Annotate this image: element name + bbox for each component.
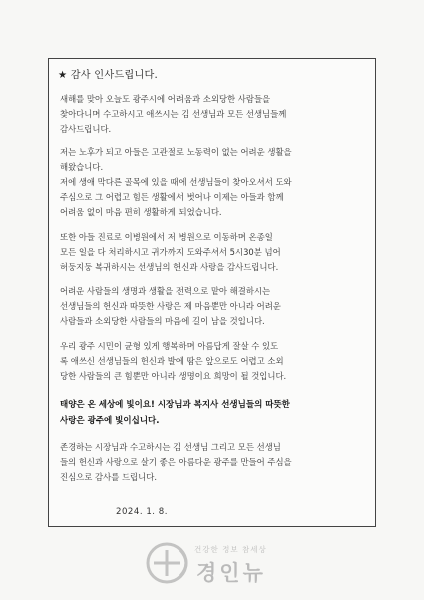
letter-heading: ★ 감사 인사드립니다.: [58, 70, 158, 81]
paragraph-hospital: [60, 230, 372, 275]
text-line: 태양은 온 세상에 빛이요! 시장님과 복지사 선생님들의 따뜻한: [60, 400, 290, 410]
text-line: 진심으로 감사를 드립니다.: [60, 472, 157, 482]
paragraph-sunlight: [60, 398, 372, 429]
text-line: 감사드립니다.: [60, 124, 112, 134]
text-line: 사람들과 소외당한 사람들의 마음에 길이 남을 것입니다.: [60, 316, 265, 326]
letter-date: 2024. 1. 8.: [116, 507, 168, 517]
text-line: 당한 사람들의 큰 힘뿐만 아니라 생명이요 희망이 될 것입니다.: [60, 371, 287, 381]
paragraph-situation: [60, 145, 372, 220]
watermark-tagline: 건강한 정보 참세상: [194, 545, 267, 554]
text-line: 찾아다니며 수고하시고 애쓰시는 김 선생님과 모든 선생님들께: [60, 109, 287, 119]
text-line: 저는 노후가 되고 아들은 고관절로 노동력이 없는 어려운 생활을: [60, 147, 292, 157]
text-line: 모든 일을 다 처리하시고 귀가까지 도와주셔서 5시30분 넘어: [60, 247, 281, 257]
text-line: 저에 생애 막다른 골목에 있을 때에 선생님들이 찾아오셔서 도와: [60, 177, 292, 187]
text-line: 새해를 맞아 오늘도 광주시에 어려움과 소외당한 사람들을: [60, 94, 271, 104]
text-line: 주심으로 그 어렵고 힘든 생활에서 벗어나 이제는 아들과 함께: [60, 192, 284, 202]
watermark: [144, 540, 304, 590]
text-line: 우리 광주 시민이 균형 있게 행복하며 아름답게 잘살 수 있도: [60, 341, 279, 351]
watermark-logo-icon: [144, 540, 198, 586]
text-line: 선생님들의 헌신과 따뜻한 사랑은 제 마음뿐만 아니라 어려운: [60, 301, 281, 311]
text-line: 또한 아들 진료로 이병원에서 저 병원으로 이동하며 온종일: [60, 232, 273, 242]
text-line: 어려운 사람들의 생명과 생활을 전력으로 맡아 해결하시는: [60, 286, 271, 296]
watermark-brand: 경인뉴: [196, 561, 266, 585]
text-line: 록 애쓰신 선생님들의 헌신과 발에 땀은 앞으로도 어렵고 소외: [60, 356, 284, 366]
text-line: 사랑은 광주에 빛이십니다.: [60, 415, 160, 426]
text-line: 해왔습니다.: [60, 162, 104, 172]
text-line: 들의 헌신과 사랑으로 살기 좋은 아름다운 광주를 만들어 주심을: [60, 457, 292, 467]
paragraph-hope: [60, 339, 372, 384]
text-line: 어려움 없이 마음 편히 생활하게 되었습니다.: [60, 207, 222, 217]
paragraph-closing: [60, 440, 372, 485]
paragraph-devotion: [60, 284, 372, 329]
text-line: 허둥지둥 복귀하시는 선생님의 헌신과 사랑을 감사드립니다.: [60, 262, 279, 272]
text-line: 존경하는 시장님과 수고하시는 김 선생님 그리고 모든 선생님: [60, 442, 281, 452]
paragraph-greeting: [60, 92, 372, 137]
